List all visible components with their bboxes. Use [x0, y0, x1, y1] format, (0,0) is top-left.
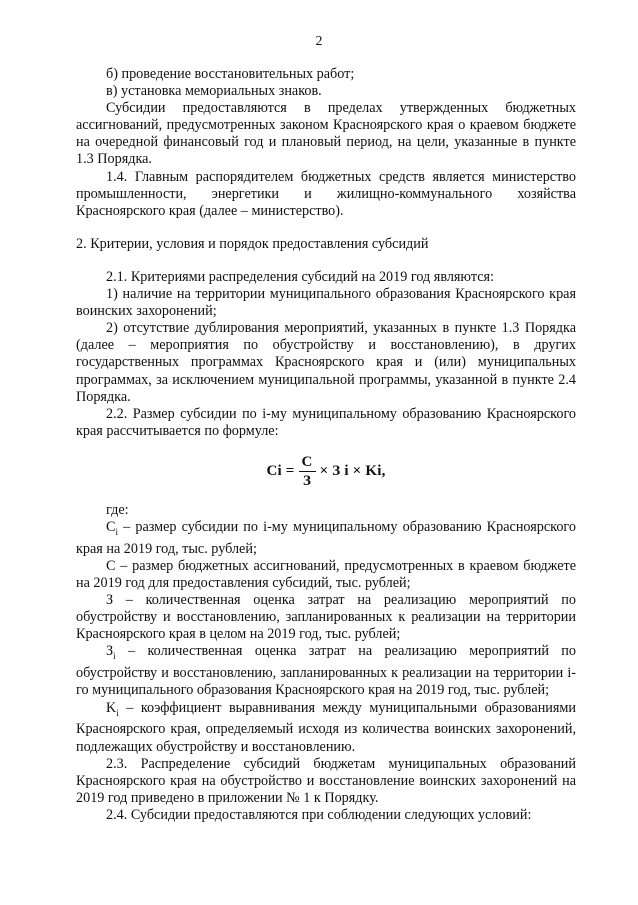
zi-subscript: i — [113, 651, 116, 662]
formula-numerator: С — [299, 454, 316, 472]
section-heading: 2. Критерии, условия и порядок предоставления субсидий — [76, 235, 429, 252]
list-item-b: б) проведение восстановительных работ; — [106, 66, 355, 82]
where-label: где: — [106, 501, 129, 518]
ki-text: – коэффициент выравнивания между муниципальными образованиями Красноярского края, определяемый исходя из количества воинских захоронений, подлежащих обустройству и восстановлению. — [76, 699, 576, 755]
paragraph-2-2: 2.2. Размер субсидии по i-му муниципальному образованию Красноярского края рассчитывается по формуле: — [76, 405, 576, 439]
ci-text: – размер субсидии по i-му муниципальному образованию Красноярского края на 2019 год, тыс. рублей; — [76, 518, 576, 557]
definition-ki — [76, 700, 576, 756]
criterion-2: 2) отсутствие дублирования мероприятий, указанных в пункте 1.3 Порядка (далее – мероприятия по обустройству и восстановлению), в других государственных программах Красноярского края и (или) муниципальных программах, за исключением муниципальной программы, указанной в пункте 2.4 Порядка. — [76, 320, 576, 405]
zi-text: – количественная оценка затрат на реализацию мероприятий по обустройству и восстановлению, запланированных к реализации на территории i-го муниципального образования Красноярского края на 2019 год, тыс. рублей; — [76, 643, 576, 699]
paragraph-2-1: 2.1. Критериями распределения субсидий на 2019 год являются: — [106, 268, 494, 285]
formula-denominator: З — [303, 473, 312, 490]
document-body — [76, 66, 576, 824]
formula-rhs: × З i × Ki, — [319, 463, 386, 480]
subsidy-formula — [76, 446, 576, 498]
paragraph-subsidies-limits: Субсидии предоставляются в пределах утвержденных бюджетных ассигнований, предусмотренных законом Красноярского края о краевом бюджете на очередной финансовый год и плановый период, на цели, указанные в пункте 1.3 Порядка. — [76, 100, 576, 168]
zi-symbol: З — [106, 643, 114, 660]
list-item-v: в) установка мемориальных знаков. — [106, 83, 322, 100]
definition-ci — [76, 519, 576, 558]
page-number: 2 — [315, 34, 323, 49]
ki-subscript: i — [116, 707, 119, 718]
ci-symbol: C — [106, 518, 116, 535]
definition-z: З – количественная оценка затрат на реализацию мероприятий по обустройству и восстановлению, запланированных к реализации на территории Красноярского края в целом на 2019 год, тыс. рублей; — [76, 592, 576, 643]
criterion-1: 1) наличие на территории муниципального образования Красноярского края воинских захоронений; — [76, 286, 576, 320]
ki-symbol: K — [106, 699, 117, 716]
formula-lhs: Ci = — [266, 463, 295, 480]
definition-c: С – размер бюджетных ассигнований, предусмотренных в краевом бюджете на 2019 год для предоставления субсидий, тыс. рублей; — [76, 557, 576, 592]
paragraph-1-4: 1.4. Главным распорядителем бюджетных средств является министерство промышленности, энергетики и жилищно-коммунального хозяйства Красноярского края (далее – министерство). — [76, 168, 576, 219]
definition-zi — [76, 643, 576, 699]
paragraph-2-4: 2.4. Субсидии предоставляются при соблюдении следующих условий: — [106, 806, 532, 823]
formula-fraction — [299, 454, 316, 489]
paragraph-2-3: 2.3. Распределение субсидий бюджетам муниципальных образований Красноярского края на обустройство и восстановление воинских захоронений на 2019 год приведено в приложении № 1 к Порядку. — [76, 755, 576, 806]
ci-subscript: i — [115, 526, 118, 537]
